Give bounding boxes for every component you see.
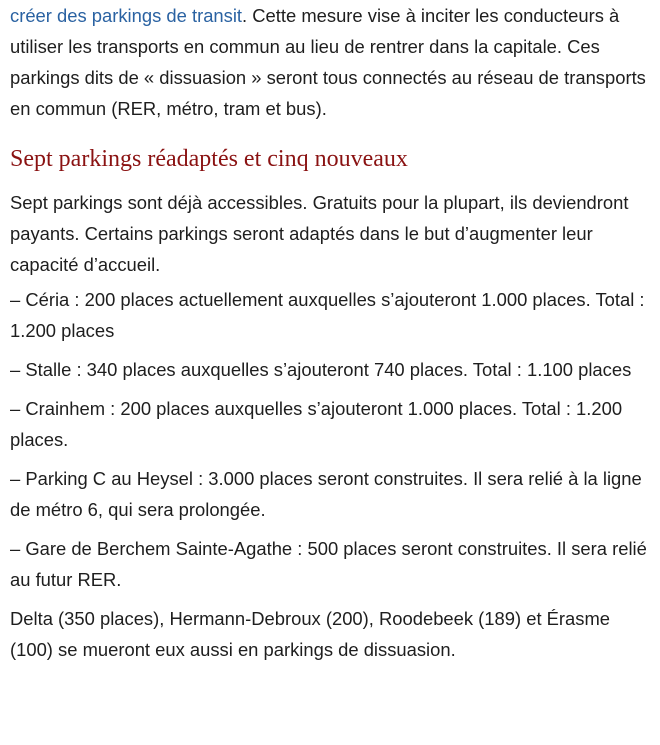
paragraph-berchem: – Gare de Berchem Sainte-Agathe : 500 places seront construites. Il sera relié au futur RER. <box>10 538 647 590</box>
paragraph-overview: Sept parkings sont déjà accessibles. Gratuits pour la plupart, ils deviendront payants. Certains parkings seront adaptés dans le but d’augmenter leur capacité d’accueil. <box>10 192 629 275</box>
paragraph-ceria: – Céria : 200 places actuellement auxquelles s’ajouteront 1.000 places. Total : 1.200 places <box>10 289 645 341</box>
paragraph-heysel: – Parking C au Heysel : 3.000 places seront construites. Il sera relié à la ligne de métro 6, qui sera prolongée. <box>10 468 642 520</box>
intro-paragraph <box>10 0 658 124</box>
section-heading: Sept parkings réadaptés et cinq nouveaux <box>10 146 408 172</box>
paragraph-stalle: – Stalle : 340 places auxquelles s’ajouteront 740 places. Total : 1.100 places <box>10 359 632 380</box>
intro-text: . Cette mesure vise à inciter les conducteurs à utiliser les transports en commun au lieu de rentrer dans la capitale. Ces parkings dits de « dissuasion » seront tous connectés au réseau de transports en commun (RER, métro, tram et bus). <box>10 5 646 119</box>
paragraph-delta: Delta (350 places), Hermann-Debroux (200), Roodebeek (189) et Érasme (100) se mueront eux aussi en parkings de dissuasion. <box>10 608 611 660</box>
paragraph-crainhem: – Crainhem : 200 places auxquelles s’ajouteront 1.000 places. Total : 1.200 places. <box>10 398 623 450</box>
transit-parkings-link[interactable]: créer des parkings de transit <box>10 5 243 26</box>
article-body <box>10 0 658 673</box>
